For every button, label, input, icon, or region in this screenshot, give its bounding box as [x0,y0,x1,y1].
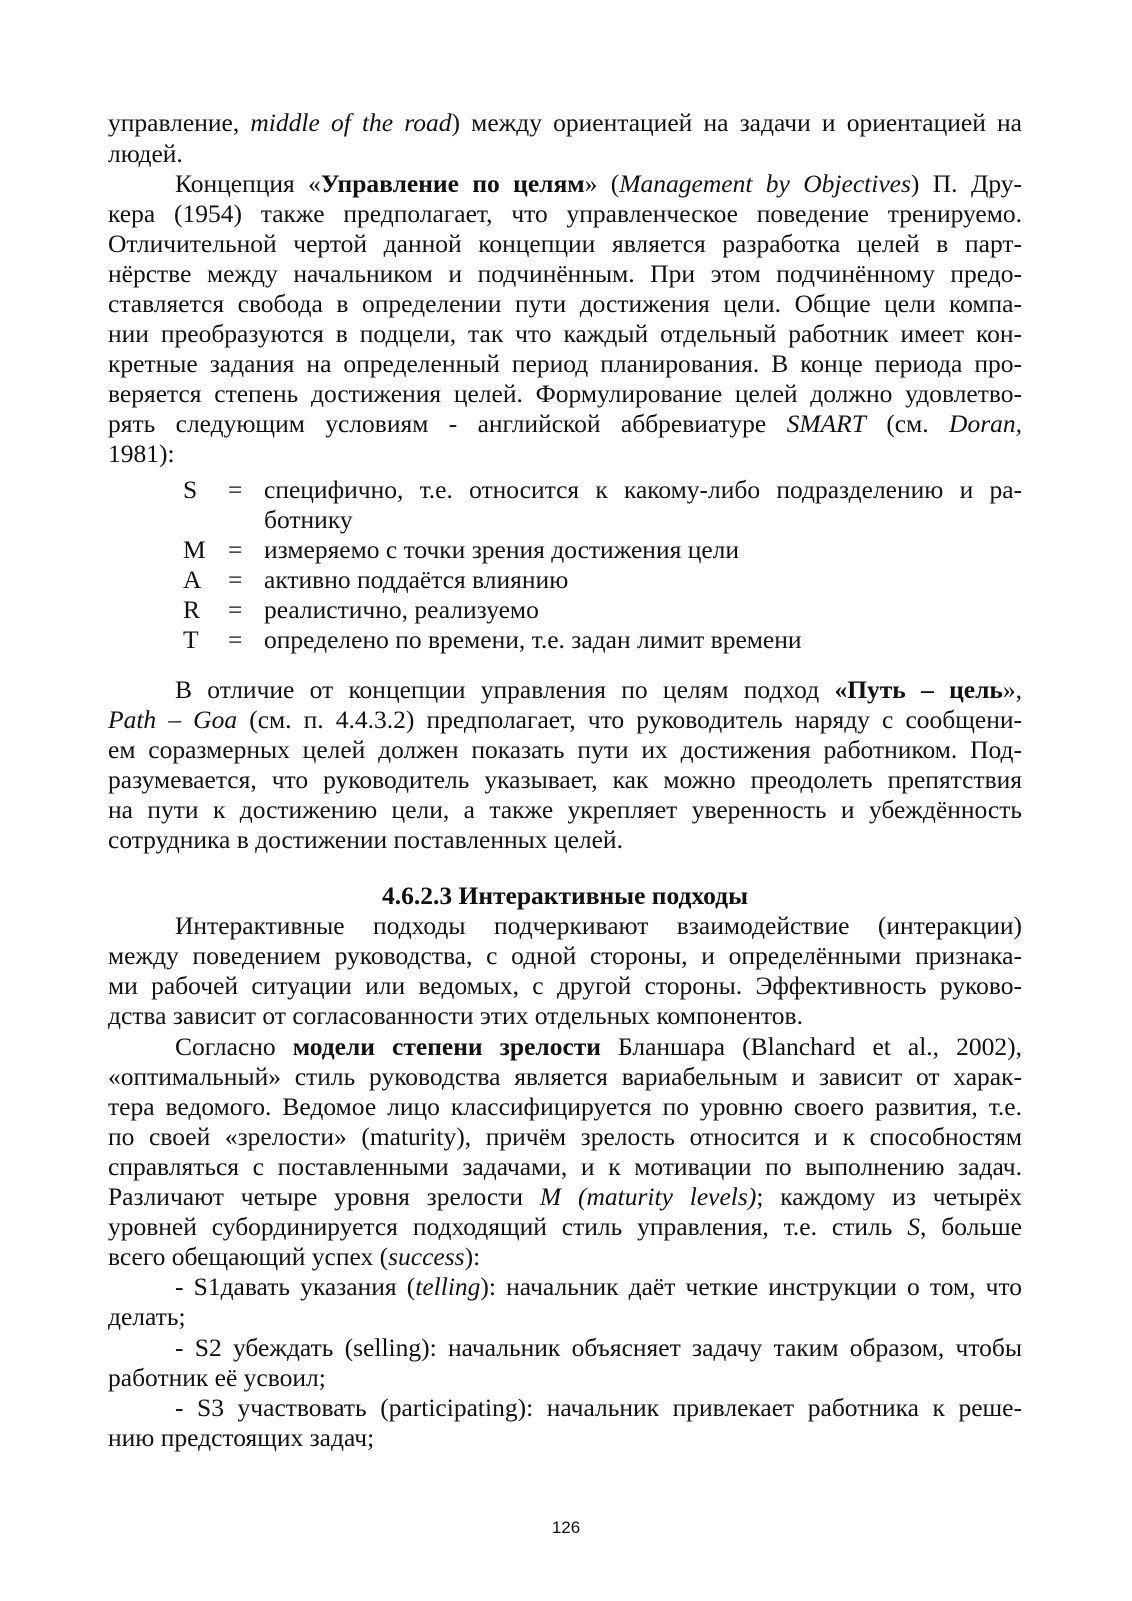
text-line: на пути к достижению цели, а также укрепляет уверенность и убеждённость [108,795,1022,824]
smart-equals: = [228,595,243,624]
smart-definition: специфично, т.е. относится к какому-либо подразделению и ра- [264,475,1022,504]
text-line: делать; [108,1302,186,1331]
text-line: В отличие от концепции управления по целям подход «Путь – цель», [175,675,1022,704]
smart-definition: реалистично, реализуемо [264,595,539,624]
list-item: - S3 участвовать (participating): начальник привлекает работника к реше- [175,1393,1022,1422]
smart-equals: = [228,625,243,654]
text-line: управление, middle of the road) между ориентацией на задачи и ориентацией на [108,108,1022,137]
text-line: ставляется свобода в определении пути достижения цели. Общие цели компа- [108,289,1022,318]
page-number: 126 [551,1518,581,1537]
text-line: всего обещающий успех (success): [108,1242,481,1271]
text-line: Интерактивные подходы подчеркивают взаимодействие (интеракции) [175,911,1022,940]
text-line: тера ведомого. Ведомое лицо классифицируется по уровню своего развития, т.е. [108,1092,1022,1121]
smart-letter: S [183,475,198,504]
text-line: Различают четыре уровня зрелости M (maturity levels); каждому из четырёх [108,1182,1022,1211]
smart-letter: A [183,565,202,594]
text-line: «оптимальный» стиль руководства является вариабельным и зависит от харак- [108,1062,1022,1091]
text-line: по своей «зрелости» (maturity), причём зрелость относится и к способностям [108,1122,1022,1151]
smart-equals: = [228,535,243,564]
text-line: 1981): [108,439,175,468]
text-line: Согласно модели степени зрелости Бланшара (Blanchard et al., 2002), [175,1032,1022,1061]
smart-definition: определено по времени, т.е. задан лимит времени [264,625,802,654]
text-line: сотрудника в достижении поставленных целей. [108,825,623,854]
text-line: нии преобразуются в подцели, так что каждый отдельный работник имеет кон- [108,319,1022,348]
text-line: нёрстве между начальником и подчинённым. При этом подчинённому предо- [108,259,1022,288]
list-item: - S2 убеждать (selling): начальник объясняет задачу таким образом, чтобы [175,1333,1022,1362]
smart-definition: ботнику [264,505,353,534]
smart-letter: M [183,535,206,564]
smart-equals: = [228,565,243,594]
text-line: уровней субординируется подходящий стиль управления, т.е. стиль S, больше [108,1212,1022,1241]
text-line: разумевается, что руководитель указывает, как можно преодолеть препятствия [108,765,1022,794]
text-line: справляться с поставленными задачами, и к мотивации по выполнению задач. [108,1152,1022,1181]
smart-letter: T [183,625,199,654]
smart-letter: R [183,595,201,624]
text-line: работник её усвоил; [108,1363,326,1392]
text-line: ем соразмерных целей должен показать пути их достижения работником. Под- [108,735,1022,764]
smart-definition: измеряемо с точки зрения достижения цели [264,535,740,564]
text-line: дства зависит от согласованности этих отдельных компонентов. [108,1001,803,1030]
smart-equals: = [228,475,243,504]
text-line: ми рабочей ситуации или ведомых, с другой стороны. Эффективность руково- [108,971,1022,1000]
text-line: между поведением руководства, с одной стороны, и определёнными признака- [108,941,1022,970]
text-line: Path – Goa (см. п. 4.4.3.2) предполагает, что руководитель наряду с сообщени- [108,705,1023,734]
smart-definition: активно поддаётся влиянию [264,565,569,594]
text-line: рять следующим условиям - английской аббревиатуре SMART (см. Doran, [108,409,1022,438]
text-line: людей. [108,139,183,168]
text-line: Концепция «Управление по целям» (Management by Objectives) П. Дру- [175,169,1022,198]
text-line: кретные задания на определенный период планирования. В конце периода про- [108,349,1022,378]
text-line: нию предстоящих задач; [108,1423,375,1452]
text-line: Отличительной чертой данной концепции является разработка целей в парт- [108,229,1022,258]
list-item: - S1давать указания (telling): начальник даёт четкие инструкции о том, что [175,1272,1022,1301]
section-heading: 4.6.2.3 Интерактивные подходы [382,881,748,910]
text-line: веряется степень достижения целей. Формулирование целей должно удовлетво- [108,379,1022,408]
text-line: кера (1954) также предполагает, что управленческое поведение тренируемо. [108,199,1022,228]
